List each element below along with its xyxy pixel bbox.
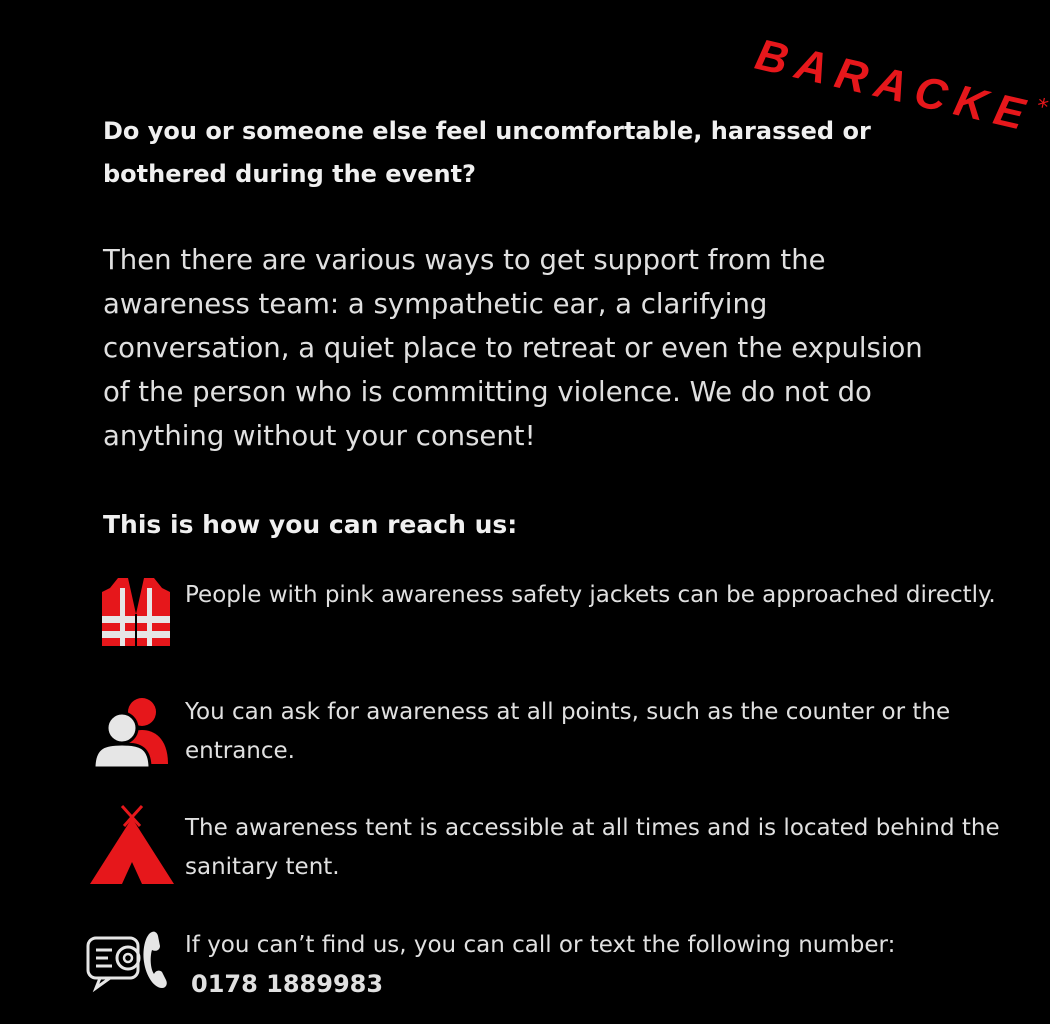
- list-item: The awareness tent is accessible at all times and is located behind the sanitary tent.: [185, 815, 1000, 880]
- brand-logo-star: *: [1034, 94, 1050, 121]
- brand-logo-text: BARACKE: [750, 30, 1038, 142]
- contact-icon: [86, 928, 172, 992]
- intro-title: Do you or someone else feel uncomfortable, harassed or bothered during the event?: [103, 117, 871, 188]
- phone-number[interactable]: 0178 1889983: [191, 970, 384, 998]
- safety-vest-icon: [100, 574, 172, 650]
- tent-icon: [88, 804, 176, 886]
- list-item: You can ask for awareness at all points, such as the counter or the entrance.: [185, 699, 951, 764]
- list-item: People with pink awareness safety jackets can be approached directly.: [185, 582, 996, 608]
- list-item: [185, 926, 1015, 1005]
- contact-text: If you can’t find us, you can call or text the following number:: [185, 932, 896, 958]
- intro-text: Then there are various ways to get support from the awareness team: a sympathetic ear, a clarifying conversation, a quiet place to retreat or even the expulsion of the person who is committing violence. We do not do anything without your consent!: [103, 244, 923, 452]
- people-icon: [92, 694, 172, 770]
- reach-title: This is how you can reach us:: [103, 510, 518, 539]
